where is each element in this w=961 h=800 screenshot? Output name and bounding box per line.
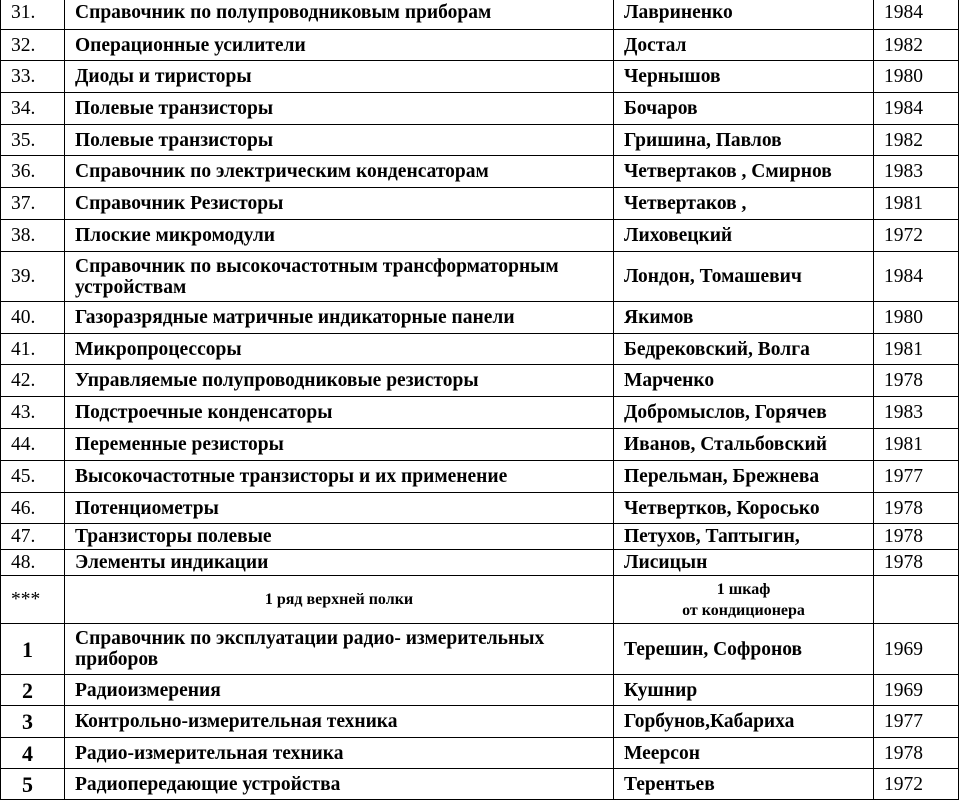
book-title: Контрольно-измерительная техника — [65, 706, 614, 738]
section-location — [614, 576, 874, 624]
table-row — [1, 738, 959, 769]
book-year: 1980 — [874, 61, 959, 93]
book-title: Полевые транзисторы — [65, 125, 614, 156]
book-author: Петухов, Таптыгин, — [614, 524, 874, 550]
book-title: Радиоизмерения — [65, 675, 614, 706]
book-author: Бедрековский, Волга — [614, 334, 874, 365]
book-year: 1978 — [874, 738, 959, 769]
book-author: Лондон, Томашевич — [614, 252, 874, 302]
book-year: 1978 — [874, 493, 959, 524]
table-row — [1, 706, 959, 738]
book-year: 1969 — [874, 624, 959, 675]
table-row — [1, 769, 959, 800]
book-author: Марченко — [614, 365, 874, 397]
book-author: Четвертаков , Смирнов — [614, 156, 874, 188]
book-title: Транзисторы полевые — [65, 524, 614, 550]
book-title: Газоразрядные матричные индикаторные панели — [65, 302, 614, 334]
book-author: Добромыслов, Горячев — [614, 397, 874, 429]
book-title: Потенциометры — [65, 493, 614, 524]
book-author: Четвертков, Коросько — [614, 493, 874, 524]
table-row — [1, 493, 959, 524]
row-number: 31. — [1, 0, 65, 30]
table-row — [1, 125, 959, 156]
book-title: Справочник по высокочастотным трансформаторным устройствам — [65, 252, 614, 302]
row-number: 38. — [1, 220, 65, 252]
book-author: Горбунов,Кабариха — [614, 706, 874, 738]
row-number: 35. — [1, 125, 65, 156]
row-number: 46. — [1, 493, 65, 524]
row-number: 33. — [1, 61, 65, 93]
book-year: 1984 — [874, 0, 959, 30]
book-title: Полевые транзисторы — [65, 93, 614, 125]
row-number: 3 — [1, 706, 65, 738]
book-author: Лиховецкий — [614, 220, 874, 252]
section-location-line2: от кондиционера — [682, 601, 805, 619]
book-title: Управляемые полупроводниковые резисторы — [65, 365, 614, 397]
row-number: 42. — [1, 365, 65, 397]
table-row — [1, 624, 959, 675]
book-title: Элементы индикации — [65, 550, 614, 576]
row-number: 39. — [1, 252, 65, 302]
row-number: 36. — [1, 156, 65, 188]
book-year: 1977 — [874, 706, 959, 738]
book-year: 1983 — [874, 156, 959, 188]
book-author: Перельман, Брежнева — [614, 461, 874, 493]
table-row — [1, 188, 959, 220]
book-year: 1984 — [874, 252, 959, 302]
row-number: 40. — [1, 302, 65, 334]
book-title: Высокочастотные транзисторы и их применение — [65, 461, 614, 493]
book-author: Меерсон — [614, 738, 874, 769]
table-row — [1, 0, 959, 30]
book-year: 1980 — [874, 302, 959, 334]
book-title: Переменные резисторы — [65, 429, 614, 461]
book-author: Иванов, Стальбовский — [614, 429, 874, 461]
table-row — [1, 334, 959, 365]
book-title: Радиопередающие устройства — [65, 769, 614, 800]
book-year: 1981 — [874, 429, 959, 461]
table-row — [1, 461, 959, 493]
book-year: 1978 — [874, 550, 959, 576]
book-author: Терешин, Софронов — [614, 624, 874, 675]
book-author: Гришина, Павлов — [614, 125, 874, 156]
row-number: 32. — [1, 30, 65, 61]
book-title: Диоды и тиристоры — [65, 61, 614, 93]
book-author: Четвертаков , — [614, 188, 874, 220]
row-number: 37. — [1, 188, 65, 220]
book-author: Бочаров — [614, 93, 874, 125]
row-number: 1 — [1, 624, 65, 675]
book-title: Справочник Резисторы — [65, 188, 614, 220]
table-row — [1, 220, 959, 252]
table-row — [1, 30, 959, 61]
book-title: Справочник по полупроводниковым приборам — [65, 0, 614, 30]
book-year: 1978 — [874, 524, 959, 550]
table-row — [1, 61, 959, 93]
row-number: 48. — [1, 550, 65, 576]
table-row — [1, 524, 959, 550]
section-year — [874, 576, 959, 624]
book-title: Подстроечные конденсаторы — [65, 397, 614, 429]
table-row — [1, 93, 959, 125]
book-title: Микропроцессоры — [65, 334, 614, 365]
book-author: Чернышов — [614, 61, 874, 93]
book-title: Справочник по эксплуатации радио- измерительных приборов — [65, 624, 614, 675]
book-year: 1981 — [874, 188, 959, 220]
book-title: Операционные усилители — [65, 30, 614, 61]
book-year: 1977 — [874, 461, 959, 493]
book-title: Справочник по электрическим конденсаторам — [65, 156, 614, 188]
book-year: 1969 — [874, 675, 959, 706]
row-number: 4 — [1, 738, 65, 769]
book-year: 1982 — [874, 125, 959, 156]
row-number: 45. — [1, 461, 65, 493]
book-title: Плоские микромодули — [65, 220, 614, 252]
book-year: 1982 — [874, 30, 959, 61]
table-row — [1, 302, 959, 334]
table-row — [1, 429, 959, 461]
section-marker: *** — [1, 576, 65, 624]
table-row — [1, 397, 959, 429]
book-author: Терентьев — [614, 769, 874, 800]
row-number: 5 — [1, 769, 65, 800]
row-number: 2 — [1, 675, 65, 706]
book-year: 1981 — [874, 334, 959, 365]
book-year: 1972 — [874, 769, 959, 800]
book-year: 1984 — [874, 93, 959, 125]
book-year: 1983 — [874, 397, 959, 429]
section-title: 1 ряд верхней полки — [65, 576, 614, 624]
book-year: 1972 — [874, 220, 959, 252]
book-author: Кушнир — [614, 675, 874, 706]
section-location-line1: 1 шкаф — [716, 580, 771, 598]
table-row — [1, 365, 959, 397]
row-number: 44. — [1, 429, 65, 461]
row-number: 41. — [1, 334, 65, 365]
row-number: 47. — [1, 524, 65, 550]
book-year: 1978 — [874, 365, 959, 397]
row-number: 34. — [1, 93, 65, 125]
section-header-row — [1, 576, 959, 624]
book-author: Лисицын — [614, 550, 874, 576]
book-author: Достал — [614, 30, 874, 61]
book-author: Лавриненко — [614, 0, 874, 30]
table-row — [1, 550, 959, 576]
table-row — [1, 675, 959, 706]
row-number: 43. — [1, 397, 65, 429]
book-author: Якимов — [614, 302, 874, 334]
table-row — [1, 252, 959, 302]
book-title: Радио-измерительная техника — [65, 738, 614, 769]
table-row — [1, 156, 959, 188]
